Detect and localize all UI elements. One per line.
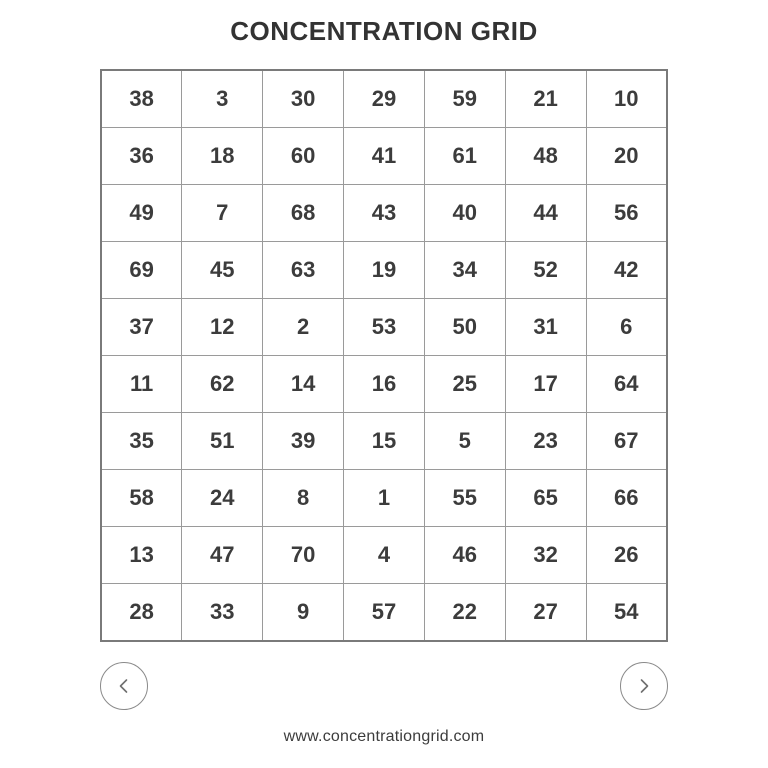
grid-cell[interactable]: 50 xyxy=(424,299,505,356)
grid-cell[interactable]: 43 xyxy=(344,185,425,242)
grid-cell[interactable]: 33 xyxy=(182,584,263,642)
grid-cell[interactable]: 27 xyxy=(505,584,586,642)
concentration-grid-table xyxy=(100,69,668,642)
grid-cell[interactable]: 26 xyxy=(586,527,667,584)
grid-cell[interactable]: 52 xyxy=(505,242,586,299)
grid-cell[interactable]: 42 xyxy=(586,242,667,299)
grid-cell[interactable]: 10 xyxy=(586,70,667,128)
grid-cell[interactable]: 35 xyxy=(101,413,182,470)
grid-cell[interactable]: 20 xyxy=(586,128,667,185)
grid-cell[interactable]: 18 xyxy=(182,128,263,185)
grid-cell[interactable]: 66 xyxy=(586,470,667,527)
grid-cell[interactable]: 17 xyxy=(505,356,586,413)
table-row xyxy=(101,242,667,299)
grid-cell[interactable]: 48 xyxy=(505,128,586,185)
grid-cell[interactable]: 8 xyxy=(263,470,344,527)
grid-cell[interactable]: 54 xyxy=(586,584,667,642)
grid-cell[interactable]: 5 xyxy=(424,413,505,470)
grid-cell[interactable]: 29 xyxy=(344,70,425,128)
table-row xyxy=(101,527,667,584)
grid-cell[interactable]: 23 xyxy=(505,413,586,470)
grid-cell[interactable]: 7 xyxy=(182,185,263,242)
grid-cell[interactable]: 57 xyxy=(344,584,425,642)
grid-cell[interactable]: 40 xyxy=(424,185,505,242)
grid-cell[interactable]: 21 xyxy=(505,70,586,128)
table-row xyxy=(101,356,667,413)
chevron-left-icon xyxy=(114,676,134,696)
grid-cell[interactable]: 25 xyxy=(424,356,505,413)
grid-cell[interactable]: 31 xyxy=(505,299,586,356)
grid-cell[interactable]: 39 xyxy=(263,413,344,470)
table-row xyxy=(101,128,667,185)
grid-cell[interactable]: 58 xyxy=(101,470,182,527)
grid-cell[interactable]: 67 xyxy=(586,413,667,470)
table-row xyxy=(101,470,667,527)
grid-cell[interactable]: 65 xyxy=(505,470,586,527)
grid-cell[interactable]: 14 xyxy=(263,356,344,413)
grid-cell[interactable]: 38 xyxy=(101,70,182,128)
grid-cell[interactable]: 55 xyxy=(424,470,505,527)
grid-cell[interactable]: 1 xyxy=(344,470,425,527)
table-row xyxy=(101,70,667,128)
grid-cell[interactable]: 4 xyxy=(344,527,425,584)
grid-cell[interactable]: 12 xyxy=(182,299,263,356)
grid-cell[interactable]: 59 xyxy=(424,70,505,128)
grid-cell[interactable]: 15 xyxy=(344,413,425,470)
grid-cell[interactable]: 68 xyxy=(263,185,344,242)
table-row xyxy=(101,413,667,470)
grid-cell[interactable]: 22 xyxy=(424,584,505,642)
grid-cell[interactable]: 56 xyxy=(586,185,667,242)
grid-cell[interactable]: 36 xyxy=(101,128,182,185)
navigation-row xyxy=(100,662,668,710)
grid-cell[interactable]: 16 xyxy=(344,356,425,413)
grid-cell[interactable]: 2 xyxy=(263,299,344,356)
grid-cell[interactable]: 45 xyxy=(182,242,263,299)
grid-cell[interactable]: 28 xyxy=(101,584,182,642)
grid-cell[interactable]: 49 xyxy=(101,185,182,242)
grid-container xyxy=(100,69,668,642)
table-row xyxy=(101,584,667,642)
footer-url[interactable]: www.concentrationgrid.com xyxy=(283,728,485,745)
grid-cell[interactable]: 60 xyxy=(263,128,344,185)
grid-cell[interactable]: 41 xyxy=(344,128,425,185)
grid-cell[interactable]: 30 xyxy=(263,70,344,128)
grid-cell[interactable]: 3 xyxy=(182,70,263,128)
grid-cell[interactable]: 47 xyxy=(182,527,263,584)
grid-cell[interactable]: 46 xyxy=(424,527,505,584)
grid-cell[interactable]: 64 xyxy=(586,356,667,413)
grid-cell[interactable]: 69 xyxy=(101,242,182,299)
grid-cell[interactable]: 70 xyxy=(263,527,344,584)
grid-cell[interactable]: 37 xyxy=(101,299,182,356)
previous-grid-button[interactable] xyxy=(100,662,148,710)
chevron-right-icon xyxy=(634,676,654,696)
grid-cell[interactable]: 9 xyxy=(263,584,344,642)
table-row xyxy=(101,299,667,356)
table-row xyxy=(101,185,667,242)
page-title: CONCENTRATION GRID xyxy=(230,16,538,46)
grid-cell[interactable]: 11 xyxy=(101,356,182,413)
grid-cell[interactable]: 62 xyxy=(182,356,263,413)
grid-cell[interactable]: 51 xyxy=(182,413,263,470)
grid-cell[interactable]: 61 xyxy=(424,128,505,185)
grid-cell[interactable]: 34 xyxy=(424,242,505,299)
grid-cell[interactable]: 32 xyxy=(505,527,586,584)
grid-cell[interactable]: 6 xyxy=(586,299,667,356)
grid-cell[interactable]: 63 xyxy=(263,242,344,299)
grid-cell[interactable]: 24 xyxy=(182,470,263,527)
next-grid-button[interactable] xyxy=(620,662,668,710)
grid-cell[interactable]: 44 xyxy=(505,185,586,242)
grid-cell[interactable]: 13 xyxy=(101,527,182,584)
grid-cell[interactable]: 19 xyxy=(344,242,425,299)
grid-cell[interactable]: 53 xyxy=(344,299,425,356)
grid-body xyxy=(101,70,667,641)
